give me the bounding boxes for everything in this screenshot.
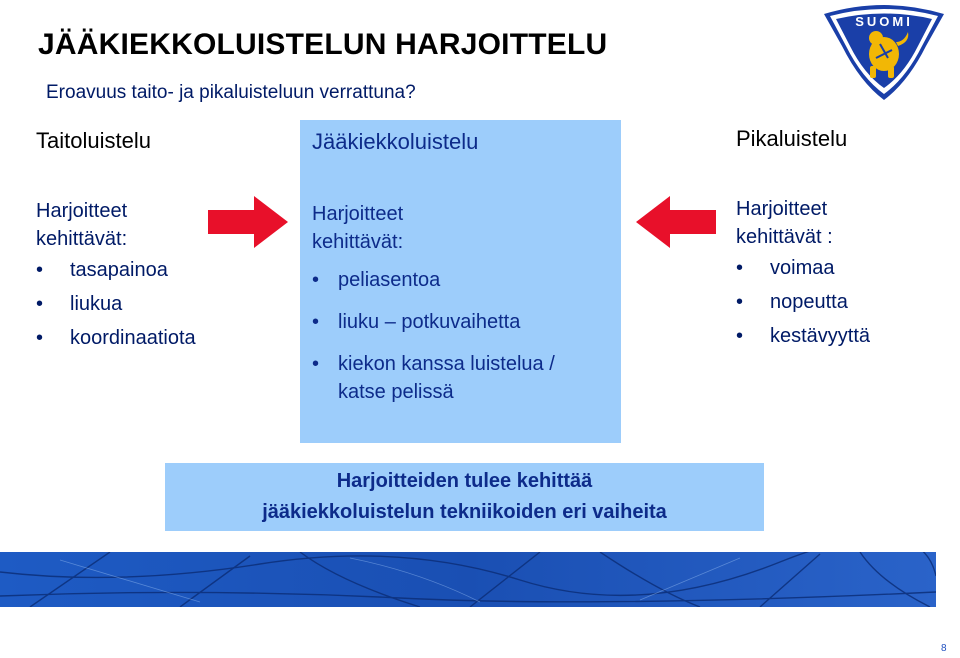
arrow-left-icon bbox=[636, 196, 716, 248]
center-column bbox=[312, 200, 555, 420]
center-intro-line1: Harjoitteet bbox=[312, 203, 404, 225]
emblem-text: SUOMI bbox=[855, 14, 913, 29]
list-item bbox=[736, 285, 870, 319]
bullet: • bbox=[736, 291, 744, 313]
list-item bbox=[312, 266, 555, 294]
right-column bbox=[736, 195, 870, 353]
list-item-text: peliasentoa bbox=[338, 269, 441, 291]
bullet: • bbox=[312, 353, 320, 375]
ice-band-decoration bbox=[0, 552, 936, 607]
center-list bbox=[312, 266, 555, 406]
page-number: 8 bbox=[941, 643, 947, 654]
list-item bbox=[312, 350, 555, 406]
list-item-text: koordinaatiota bbox=[70, 327, 196, 349]
slide-subtitle: Eroavuus taito- ja pikaluisteluun verrattuna? bbox=[46, 82, 416, 103]
bullet: • bbox=[312, 311, 320, 333]
list-item-text: liukua bbox=[70, 293, 123, 315]
arrow-right-icon bbox=[208, 196, 288, 248]
list-item-text: kestävyyttä bbox=[770, 325, 871, 347]
right-intro-line1: Harjoitteet bbox=[736, 198, 828, 220]
list-item-text: tasapainoa bbox=[70, 259, 168, 281]
left-list bbox=[36, 253, 196, 355]
list-item bbox=[736, 319, 871, 353]
bullet: • bbox=[36, 259, 44, 281]
jaakiekkoluistelu-heading: Jääkiekkoluistelu bbox=[312, 129, 479, 154]
bullet: • bbox=[736, 325, 744, 347]
bullet: • bbox=[736, 257, 744, 279]
list-item bbox=[36, 287, 196, 321]
pikaluistelu-heading: Pikaluistelu bbox=[736, 126, 848, 151]
message-line-1: Harjoitteiden tulee kehittää bbox=[336, 470, 593, 492]
message-line-2: jääkiekkoluistelun tekniikoiden eri vaiheita bbox=[262, 501, 667, 523]
list-item bbox=[36, 321, 196, 355]
list-item-text: liuku – potkuvaihetta bbox=[338, 311, 521, 333]
left-intro-line2: kehittävät: bbox=[36, 228, 128, 250]
right-intro-line2: kehittävät : bbox=[736, 226, 833, 248]
list-item-text: voimaa bbox=[770, 257, 835, 279]
right-list bbox=[736, 251, 871, 353]
lion-emblem bbox=[818, 2, 950, 102]
list-item-text: nopeutta bbox=[770, 291, 848, 313]
bullet: • bbox=[36, 293, 44, 315]
bullet: • bbox=[312, 269, 320, 291]
list-item bbox=[736, 251, 870, 285]
list-item bbox=[312, 308, 555, 336]
slide-title: JÄÄKIEKKOLUISTELUN HARJOITTELU bbox=[38, 28, 608, 61]
bullet: • bbox=[36, 327, 44, 349]
left-intro-line1: Harjoitteet bbox=[36, 200, 128, 222]
center-intro-line2: kehittävät: bbox=[312, 231, 404, 253]
list-item bbox=[36, 253, 196, 287]
taitoluistelu-heading: Taitoluistelu bbox=[36, 128, 151, 153]
list-item-text: kiekon kanssa luistelua / bbox=[338, 353, 555, 375]
left-column bbox=[36, 197, 196, 355]
list-item-text-continued: katse pelissä bbox=[338, 381, 454, 403]
